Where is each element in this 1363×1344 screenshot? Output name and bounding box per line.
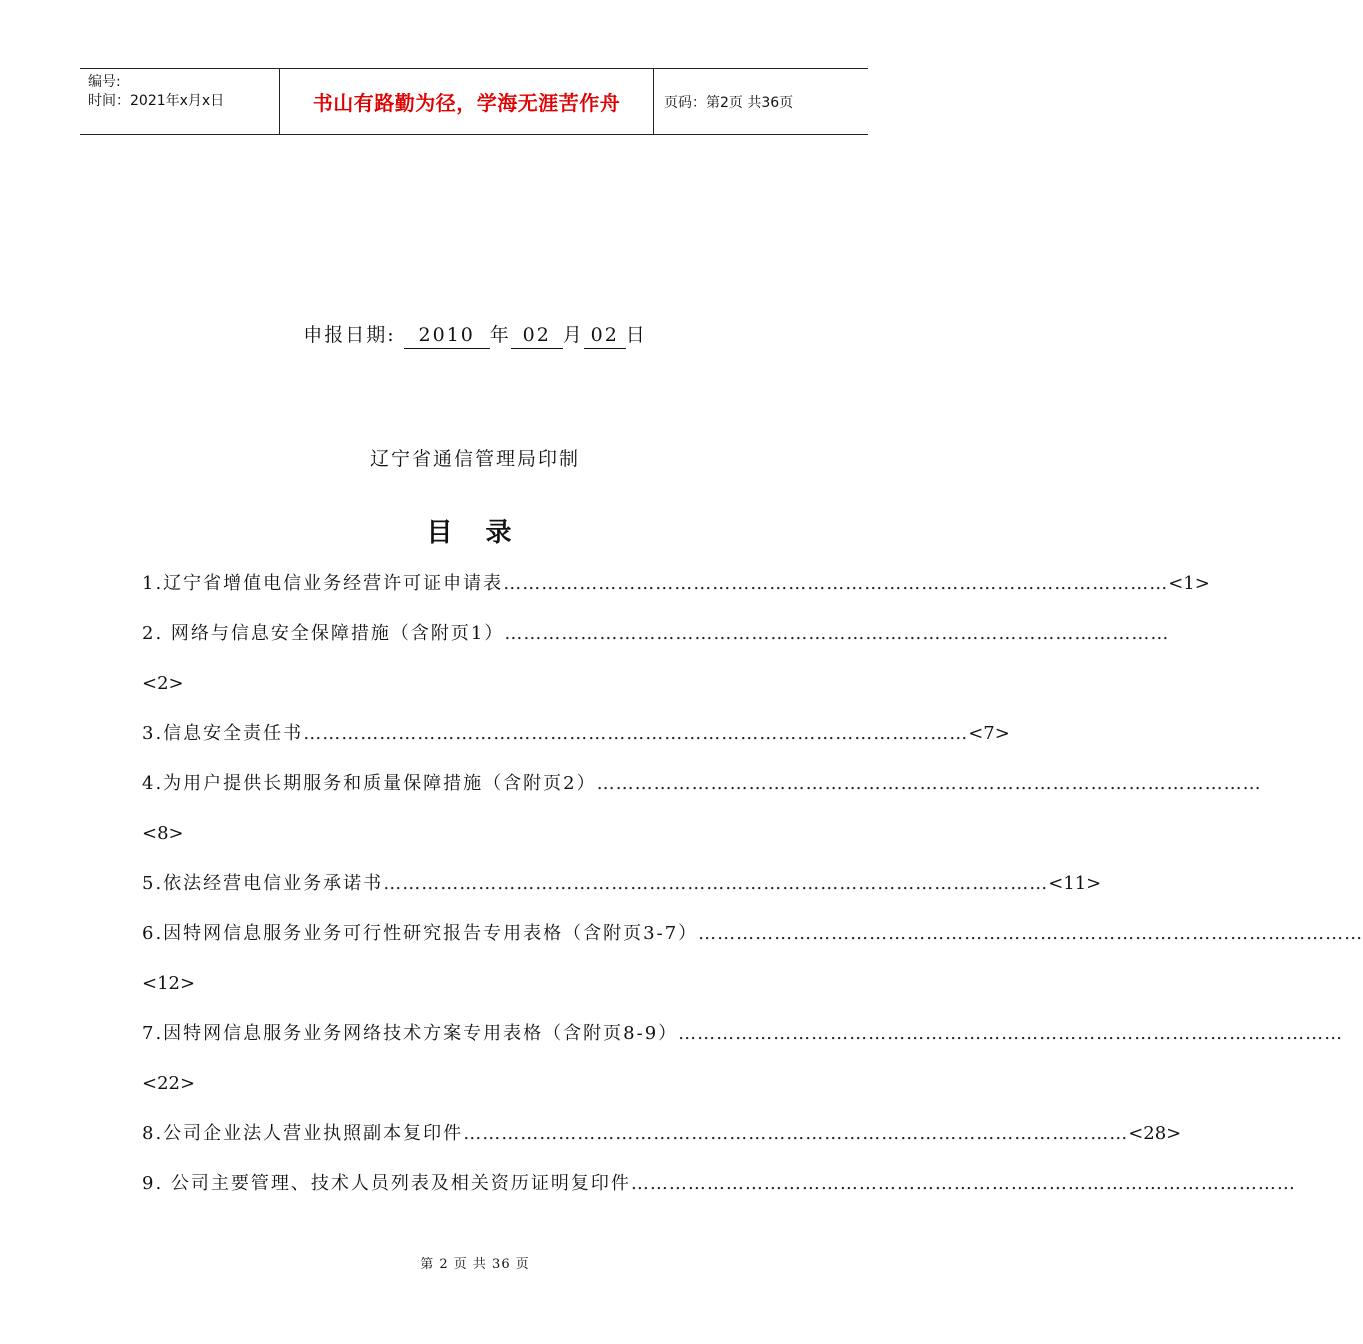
header-motto: 书山有路勤为径，学海无涯苦作舟 bbox=[280, 69, 654, 134]
toc-item-text: 2. 网络与信息安全保障措施（含附页1） bbox=[142, 623, 505, 644]
toc-item-text: 4.为用户提供长期服务和质量保障措施（含附页2） bbox=[142, 773, 597, 794]
header-page-info: 页码：第2页 共36页 bbox=[664, 94, 794, 111]
toc-leader-dots: …………………………………………………………………………………………… bbox=[504, 623, 1170, 644]
toc-item bbox=[142, 716, 1010, 766]
toc-leader-dots: …………………………………………………………………………………………… bbox=[678, 1023, 1344, 1044]
toc-item-continuation bbox=[142, 1066, 818, 1116]
month-unit: 月 bbox=[562, 324, 584, 346]
toc-item-text: 6.因特网信息服务业务可行性研究报告专用表格（含附页3-7） bbox=[142, 923, 699, 944]
toc-item bbox=[142, 866, 1102, 916]
toc-title: 目 录 bbox=[426, 518, 524, 548]
toc-item-continuation bbox=[142, 666, 818, 716]
toc-item bbox=[142, 566, 1210, 616]
declaration-date-label: 申报日期: bbox=[303, 324, 396, 346]
toc-item-page: <2> bbox=[142, 673, 184, 694]
declaration-year: 2010 bbox=[404, 322, 490, 349]
toc-item-text: 9. 公司主要管理、技术人员列表及相关资历证明复印件 bbox=[142, 1173, 631, 1194]
toc-item-continuation bbox=[142, 816, 818, 866]
toc-item-page: <12> bbox=[142, 973, 196, 994]
toc-item-text: 5.依法经营电信业务承诺书 bbox=[142, 873, 384, 894]
toc-item-text: 3.信息安全责任书 bbox=[142, 723, 304, 744]
toc-item bbox=[142, 1116, 1182, 1166]
number-label: 编号: bbox=[88, 74, 121, 90]
toc-item-page: <1> bbox=[1168, 573, 1210, 594]
declaration-month: 02 bbox=[511, 322, 563, 349]
toc-item bbox=[142, 1166, 1296, 1216]
toc-leader-dots: …………………………………………………………………………………………… bbox=[303, 723, 969, 744]
toc-item-page: <28> bbox=[1128, 1123, 1182, 1144]
toc-item bbox=[142, 1016, 1344, 1066]
declaration-date bbox=[0, 320, 950, 349]
toc-item-page: <7> bbox=[968, 723, 1010, 744]
declaration-day: 02 bbox=[584, 322, 626, 349]
page-footer: 第 2 页 共 36 页 bbox=[420, 1257, 530, 1272]
day-unit: 日 bbox=[625, 324, 647, 346]
toc-item-text: 1.辽宁省增值电信业务经营许可证申请表 bbox=[142, 573, 504, 594]
printer-note: 辽宁省通信管理局印制 bbox=[369, 448, 580, 470]
toc-leader-dots: …………………………………………………………………………………………… bbox=[596, 773, 1262, 794]
toc-item-page: <11> bbox=[1048, 873, 1102, 894]
toc-leader-dots: …………………………………………………………………………………………… bbox=[463, 1123, 1129, 1144]
table-of-contents bbox=[142, 566, 1363, 1216]
toc-leader-dots: …………………………………………………………………………………………… bbox=[630, 1173, 1296, 1194]
toc-leader-dots: …………………………………………………………………………………………… bbox=[503, 573, 1169, 594]
toc-item bbox=[142, 916, 1363, 966]
toc-item-text: 8.公司企业法人营业执照副本复印件 bbox=[142, 1123, 464, 1144]
toc-item-page: <22> bbox=[142, 1073, 196, 1094]
toc-item bbox=[142, 766, 1262, 816]
header-meta bbox=[80, 69, 280, 134]
time-label: 时间：2021年x月x日 bbox=[88, 93, 225, 109]
toc-leader-dots: …………………………………………………………………………………………… bbox=[383, 873, 1049, 894]
toc-item bbox=[142, 616, 1170, 666]
toc-item-text: 7.因特网信息服务业务网络技术方案专用表格（含附页8-9） bbox=[142, 1023, 679, 1044]
page-header bbox=[80, 68, 868, 135]
toc-item-page: <8> bbox=[142, 823, 184, 844]
toc-item-continuation bbox=[142, 966, 818, 1016]
toc-leader-dots: …………………………………………………………………………………………… bbox=[698, 923, 1363, 944]
year-unit: 年 bbox=[489, 324, 511, 346]
